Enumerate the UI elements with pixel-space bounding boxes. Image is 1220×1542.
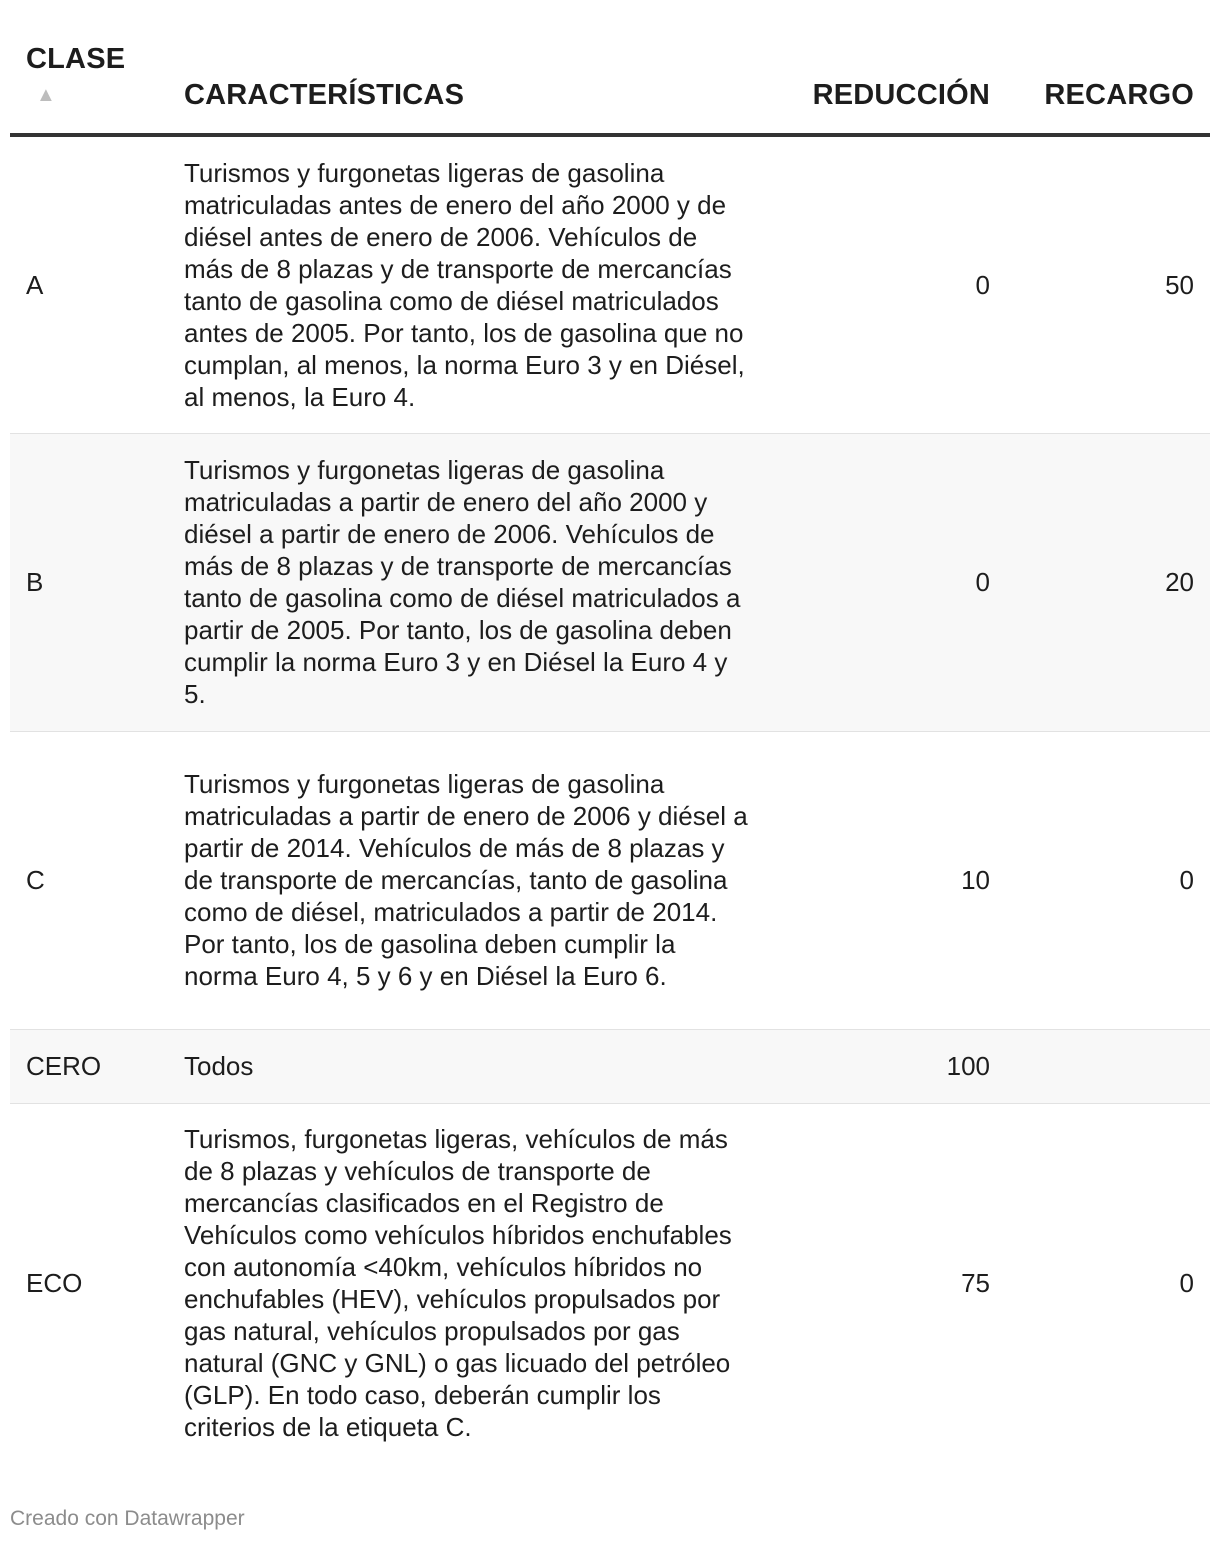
cell-clase: ECO <box>26 1268 83 1299</box>
cell-clase: C <box>10 731 168 1029</box>
cell-caracteristicas: Turismos y furgonetas ligeras de gasolina matriculadas antes de enero del año 2000 y de diésel antes de enero de 2006. Vehículos de más de 8 plazas y de transporte de mercancías tanto de gasolina como de diésel matriculados antes de 2005. Por tanto, los de gasolina que no cumplan, al menos, la norma Euro 3 y en Diésel, al menos, la Euro 4. <box>168 135 788 433</box>
cell-reduccion: 0 <box>788 433 1006 731</box>
sort-ascending-icon[interactable]: ▲ <box>36 84 56 106</box>
cell-reduccion: 100 <box>788 1029 1006 1103</box>
cell-reduccion: 10 <box>788 731 1006 1029</box>
cell-caracteristicas: Turismos, furgonetas ligeras, vehículos de más de 8 plazas y vehículos de transporte de mercancías clasificados en el Registro de Vehículos como vehículos híbridos enchufables con autonomía <40km, vehículos híbridos no enchufables (HEV), vehículos propulsados por gas natural, vehículos propulsados por gas natural (GNC y GNL) o gas licuado del petróleo (GLP). En todo caso, deberán cumplir los criterios de la etiqueta C. <box>184 1124 732 1443</box>
cell-recargo: 20 <box>1006 433 1210 731</box>
column-header-recargo[interactable] <box>1006 0 1210 135</box>
table-header-row <box>10 0 1210 135</box>
cell-recargo <box>1006 1029 1210 1103</box>
cell-recargo: 0 <box>1179 1268 1194 1299</box>
table-row <box>10 731 1210 1029</box>
column-header-recargo-label: RECARGO <box>1044 79 1194 111</box>
column-header-clase-label: CLASE <box>26 43 126 75</box>
column-header-caracteristicas[interactable] <box>168 0 788 135</box>
cell-reduccion: 75 <box>961 1268 990 1299</box>
column-header-reduccion-label: REDUCCIÓN <box>812 79 990 111</box>
data-table <box>10 0 1210 1463</box>
cell-caracteristicas: Turismos y furgonetas ligeras de gasolina matriculadas a partir de enero del año 2000 y diésel a partir de enero de 2006. Vehículos de más de 8 plazas y de transporte de mercancías tanto de gasolina como de diésel matriculados a partir de 2005. Por tanto, los de gasolina deben cumplir la norma Euro 3 y en Diésel la Euro 4 y 5. <box>168 433 788 731</box>
cell-clase: CERO <box>10 1029 168 1103</box>
column-header-reduccion[interactable] <box>788 0 1006 135</box>
cell-recargo: 50 <box>1006 135 1210 433</box>
cell-recargo: 0 <box>1006 731 1210 1029</box>
column-header-clase[interactable] <box>10 0 168 135</box>
cell-caracteristicas: Todos <box>168 1029 788 1103</box>
data-table-container <box>10 0 1210 1463</box>
datawrapper-credit-link[interactable]: Creado con Datawrapper <box>10 1507 245 1530</box>
cell-reduccion: 0 <box>788 135 1006 433</box>
table-row <box>10 1103 1210 1463</box>
column-header-caracteristicas-label: CARACTERÍSTICAS <box>184 79 465 111</box>
table-row <box>10 1029 1210 1103</box>
cell-caracteristicas: Turismos y furgonetas ligeras de gasolina matriculadas a partir de enero de 2006 y diésel a partir de 2014. Vehículos de más de 8 plazas y de transporte de mercancías, tanto de gasolina como de diésel, matriculados a partir de 2014. Por tanto, los de gasolina deben cumplir la norma Euro 4, 5 y 6 y en Diésel la Euro 6. <box>168 731 788 1029</box>
cell-clase: A <box>10 135 168 433</box>
table-row <box>10 135 1210 433</box>
cell-clase: B <box>10 433 168 731</box>
table-row <box>10 433 1210 731</box>
